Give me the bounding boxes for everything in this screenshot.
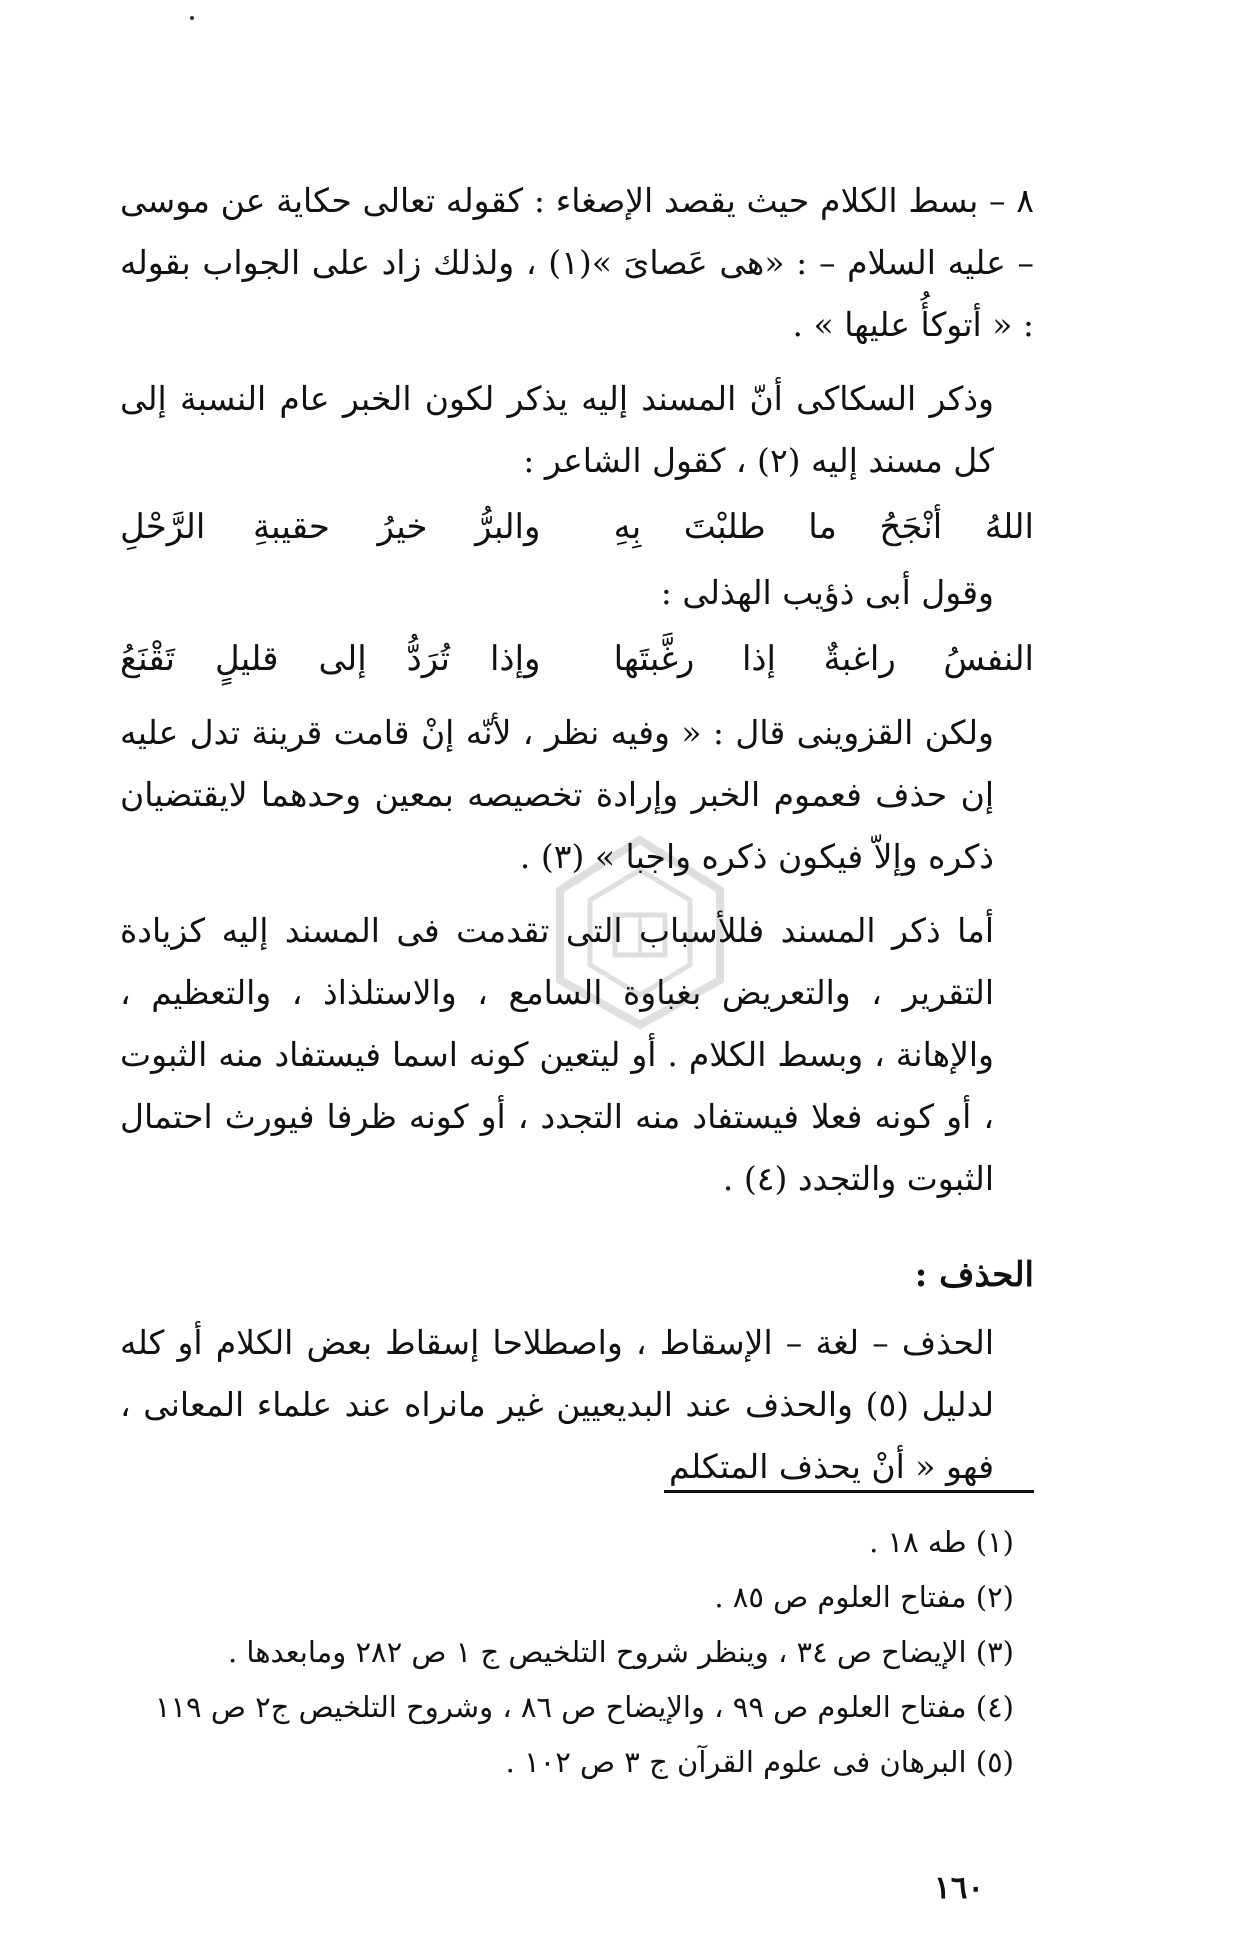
footnote-item: (١) طه ١٨ .: [869, 1525, 1014, 1559]
footnote-item: (٢) مفتاح العلوم ص ٨٥ .: [714, 1580, 1014, 1614]
main-text: [120, 170, 1034, 1498]
footnote-item: (٥) البرهان فى علوم القرآن ج ٣ ص ١٠٢ .: [505, 1745, 1014, 1779]
paragraph-sakkaki: وذكر السكاكى أنّ المسند إليه يذكر لكون الخبر عام النسبة إلى كل مسند إليه (٢) ، كقول الشاعر :: [120, 379, 994, 480]
paragraph-qazwini: ولكن القزوينى قال : « وفيه نظر ، لأنّه إنْ قامت قرينة تدل عليه إن حذف فعموم الخبر وإرادة تخصيصه بمعين وحدهما لايقتضيان ذكره وإلاّ فيكون ذكره واجبا » (٣) .: [120, 713, 994, 876]
footnote-item: (٣) الإيضاح ص ٣٤ ، وينظر شروح التلخيص ج ١ ص ٢٨٢ ومابعدها .: [227, 1635, 1014, 1669]
verse-2-first-hemistich: النفسُ راغبةٌ إذا رغَّبتَها: [613, 639, 1034, 679]
section-heading-hadhf: الحذف :: [914, 1255, 1034, 1295]
poem-verse-1: [120, 496, 1034, 558]
scan-speck: [190, 16, 194, 20]
paragraph-hadhf-definition: الحذف – لغة – الإسقاط ، واصطلاحا إسقاط بعض الكلام أو كله لدليل (٥) والحذف عند البديعيين غير مانراه عند علماء المعانى ، فهو « أنْ يحذف المتكلم: [120, 1323, 994, 1486]
paragraph-musnad: أما ذكر المسند فللأسباب التى تقدمت فى المسند إليه كزيادة التقرير ، والتعريض بغباوة السامع ، والاستلذاذ ، والتعظيم ، والإهانة ، وبسط الكلام . أو ليتعين كونه اسما فيستفاد منه الثبوت ، أو كونه فعلا فيستفاد منه التجدد ، أو كونه ظرفا فيورث احتمال الثبوت والتجدد (٤) .: [120, 911, 994, 1198]
page-number: ١٦٠: [934, 1870, 984, 1906]
poem-verse-2: [120, 628, 1034, 690]
paragraph-abu-dhuayb: وقول أبى ذؤيب الهذلى :: [660, 573, 994, 612]
verse-1-second-hemistich: والبرُّ خيرُ حقيبةِ الرَّحْلِ: [120, 507, 541, 547]
footnotes-list: [120, 1515, 1014, 1790]
verse-1-first-hemistich: اللهُ أنْجَحُ ما طلبْتَ بِهِ: [613, 507, 1034, 547]
paragraph-speech-extension: ٨ – بسط الكلام حيث يقصد الإصغاء : كقوله تعالى حكاية عن موسى – عليه السلام – : «هى عَصاىَ »(١) ، ولذلك زاد على الجواب بقوله : « أتوكأُ عليها » .: [120, 181, 1034, 344]
footnote-item: (٤) مفتاح العلوم ص ٩٩ ، والإيضاح ص ٨٦ ، وشروح التلخيص ج٢ ص ١١٩: [154, 1690, 1014, 1724]
footnote-divider: [664, 1490, 1034, 1493]
verse-2-second-hemistich: وإذا تُرَدُّ إلى قليلٍ تَقْنَعُ: [120, 639, 541, 679]
